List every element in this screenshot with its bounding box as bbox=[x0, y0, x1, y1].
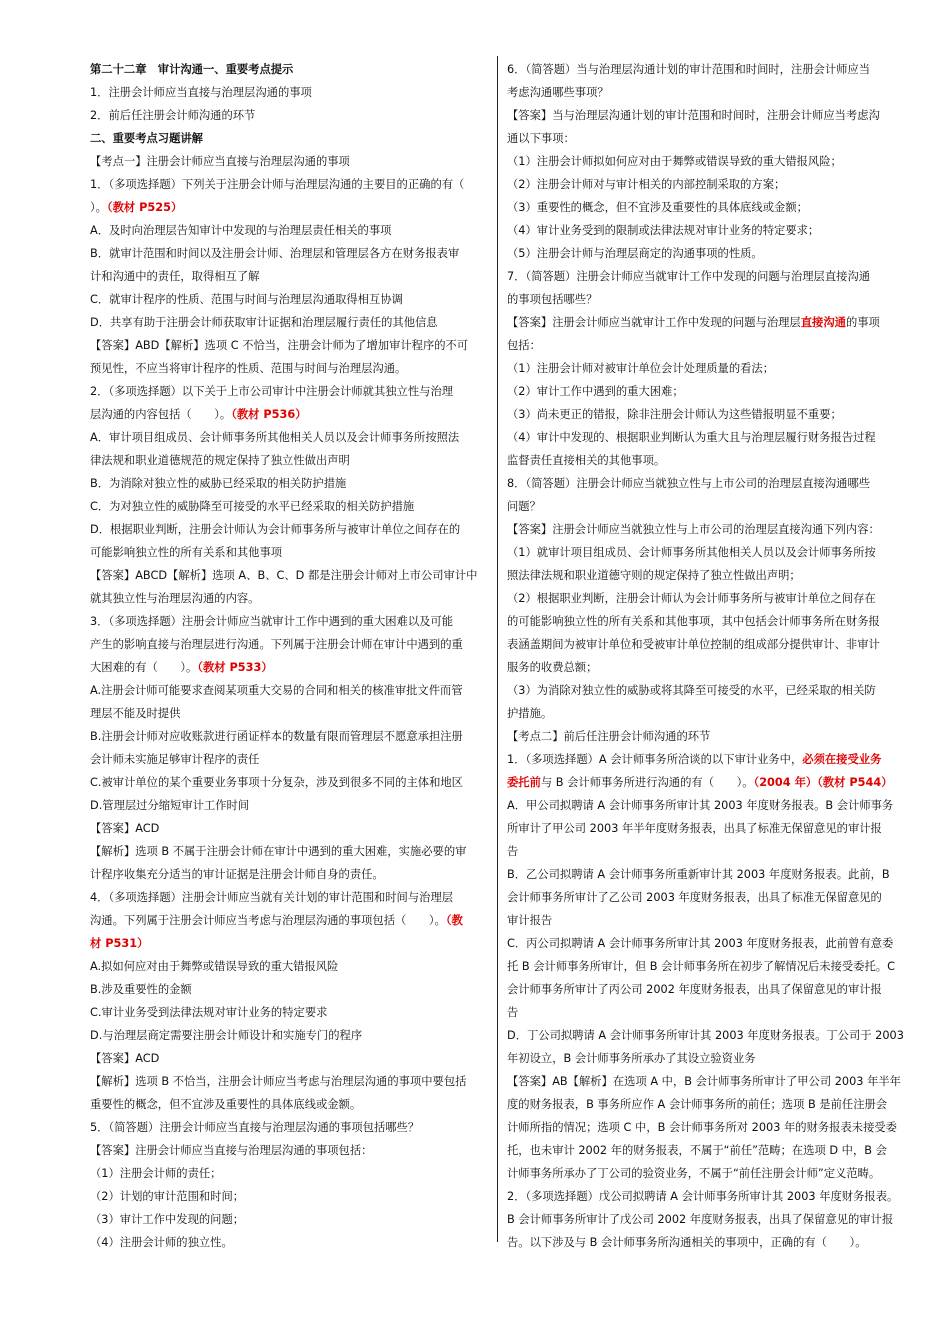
text-line bbox=[90, 955, 488, 978]
text-line bbox=[507, 150, 905, 173]
text-line bbox=[90, 334, 488, 357]
text-line bbox=[507, 449, 905, 472]
text-line bbox=[507, 403, 905, 426]
text-segment: 告 bbox=[507, 845, 519, 858]
text-segment: B．就审计范围和时间以及注册会计师、治理层和管理层各方在财务报表审 bbox=[90, 247, 460, 260]
text-segment: 包括： bbox=[507, 339, 541, 352]
text-segment: 度的财务报表，B 事务所应作 A 会计师事务所的前任；选项 B 是前任注册会 bbox=[507, 1098, 888, 1111]
text-segment: 【考点一】注册会计师应当直接与治理层沟通的事项 bbox=[90, 155, 350, 168]
text-line bbox=[90, 219, 488, 242]
text-segment: D．共享有助于注册会计师获取审计证据和治理层履行责任的其他信息 bbox=[90, 316, 438, 329]
text-segment: B．为消除对独立性的威胁已经采取的相关防护措施 bbox=[90, 477, 347, 490]
text-segment: 计和沟通中的责任，取得相互了解 bbox=[90, 270, 260, 283]
text-line bbox=[507, 794, 905, 817]
text-line bbox=[90, 1185, 488, 1208]
text-segment: 告 bbox=[507, 1006, 519, 1019]
text-segment: 审计报告 bbox=[507, 914, 553, 927]
text-segment: 的事项包括哪些？ bbox=[507, 293, 598, 306]
highlight-text: （2004 年）（教材 P544） bbox=[753, 776, 893, 789]
text-segment: 【答案】注册会计师应当就审计工作中发现的问题与治理层 bbox=[507, 316, 801, 329]
text-segment: 1．（多项选择题）A 会计师事务所洽谈的以下审计业务中， bbox=[507, 753, 803, 766]
highlight-text: 材 P531） bbox=[90, 937, 149, 950]
text-line bbox=[507, 978, 905, 1001]
text-line bbox=[507, 633, 905, 656]
text-line bbox=[90, 610, 488, 633]
text-segment: 产生的影响直接与治理层进行沟通。下列属于注册会计师在审计中遇到的重 bbox=[90, 638, 463, 651]
text-segment: 计师事务所承办了丁公司的验资业务，不属于“前任注册会计师”定义范畴。 bbox=[507, 1167, 881, 1180]
text-line bbox=[90, 1208, 488, 1231]
text-segment: 5．（简答题）注册会计师应当直接与治理层沟通的事项包括哪些？ bbox=[90, 1121, 420, 1134]
text-line bbox=[90, 380, 488, 403]
text-line bbox=[507, 104, 905, 127]
text-segment: （4）审计中发现的、根据职业判断认为重大且与治理层履行财务报告过程 bbox=[507, 431, 876, 444]
text-segment: D．根据职业判断，注册会计师认为会计师事务所与被审计单位之间存在的 bbox=[90, 523, 461, 536]
text-segment: 大困难的有（ ）。 bbox=[90, 661, 198, 674]
text-line bbox=[507, 242, 905, 265]
text-line bbox=[507, 1162, 905, 1185]
text-segment: 【答案】ACD bbox=[90, 822, 160, 835]
left-column bbox=[90, 58, 488, 1254]
text-segment: （3）尚未更正的错报，除非注册会计师认为这些错报明显不重要； bbox=[507, 408, 842, 421]
text-line bbox=[90, 886, 488, 909]
text-line bbox=[507, 127, 905, 150]
text-line bbox=[90, 1162, 488, 1185]
text-segment: 通以下事项： bbox=[507, 132, 575, 145]
text-segment: （2）审计工作中遇到的重大困难； bbox=[507, 385, 684, 398]
text-segment: 二、重要考点习题讲解 bbox=[90, 132, 203, 145]
text-line bbox=[507, 288, 905, 311]
text-line bbox=[90, 173, 488, 196]
text-line bbox=[507, 518, 905, 541]
text-segment: B.涉及重要性的金额 bbox=[90, 983, 192, 996]
text-segment: （3）审计工作中发现的问题； bbox=[90, 1213, 245, 1226]
text-segment: 【答案】ACD bbox=[90, 1052, 160, 1065]
text-line bbox=[90, 104, 488, 127]
text-segment: 托，也未审计 2002 年的财务报表，不属于“前任”范畴；在选项 D 中，B 会 bbox=[507, 1144, 887, 1157]
text-line bbox=[90, 541, 488, 564]
text-line bbox=[90, 495, 488, 518]
text-line bbox=[507, 932, 905, 955]
text-line bbox=[507, 1047, 905, 1070]
text-line bbox=[507, 265, 905, 288]
highlight-text: 必须在接受业务 bbox=[802, 753, 882, 766]
text-line bbox=[507, 656, 905, 679]
text-segment: （3）为消除对独立性的威胁或将其降至可接受的水平，已经采取的相关防 bbox=[507, 684, 876, 697]
highlight-text: （教 bbox=[445, 914, 463, 927]
text-segment: 告。以下涉及与 B 会计师事务所沟通相关的事项中，正确的有（ ）。 bbox=[507, 1236, 867, 1249]
text-segment: 1．（多项选择题）下列关于注册会计师与治理层沟通的主要目的正确的有（ bbox=[90, 178, 465, 191]
text-line bbox=[90, 1047, 488, 1070]
text-segment: 8．（简答题）注册会计师应当就独立性与上市公司的治理层直接沟通哪些 bbox=[507, 477, 871, 490]
text-line bbox=[90, 518, 488, 541]
text-segment: 【答案】注册会计师应当就独立性与上市公司的治理层直接沟通下列内容： bbox=[507, 523, 880, 536]
text-line bbox=[90, 196, 488, 219]
text-segment: 可能影响独立性的所有关系和其他事项 bbox=[90, 546, 283, 559]
text-segment: （4）注册会计师的独立性。 bbox=[90, 1236, 233, 1249]
text-segment: 考虑沟通哪些事项？ bbox=[507, 86, 609, 99]
text-segment: 会计师事务所审计了乙公司 2003 年度财务报表，出具了标准无保留意见的 bbox=[507, 891, 882, 904]
text-segment: （2）根据职业判断，注册会计师认为会计师事务所与被审计单位之间存在 bbox=[507, 592, 876, 605]
text-line bbox=[507, 334, 905, 357]
text-segment: 律法规和职业道德规范的规定保持了独立性做出声明 bbox=[90, 454, 350, 467]
text-line bbox=[507, 472, 905, 495]
text-line bbox=[507, 564, 905, 587]
text-line bbox=[507, 679, 905, 702]
text-segment: （3）重要性的概念，但不宜涉及重要性的具体底线或金额； bbox=[507, 201, 808, 214]
right-column bbox=[507, 58, 905, 1254]
text-segment: 计师所指的情况；选项 C 中，B 会计师事务所对 2003 年的财务报表未接受委 bbox=[507, 1121, 897, 1134]
text-line bbox=[90, 357, 488, 380]
text-line bbox=[90, 978, 488, 1001]
text-segment: 年初设立，B 会计师事务所承办了其设立验资业务 bbox=[507, 1052, 756, 1065]
text-line bbox=[90, 127, 488, 150]
text-segment: （2）计划的审计范围和时间； bbox=[90, 1190, 245, 1203]
text-line bbox=[507, 1139, 905, 1162]
text-line bbox=[90, 1070, 488, 1093]
text-line bbox=[90, 403, 488, 426]
text-line bbox=[507, 58, 905, 81]
text-line bbox=[90, 472, 488, 495]
text-line bbox=[90, 817, 488, 840]
text-line bbox=[90, 449, 488, 472]
text-segment: C．丙公司拟聘请 A 会计师事务所审计其 2003 年度财务报表，此前曾有意委 bbox=[507, 937, 894, 950]
text-line bbox=[90, 702, 488, 725]
text-segment: 7．（简答题）注册会计师应当就审计工作中发现的问题与治理层直接沟通 bbox=[507, 270, 871, 283]
text-segment: A.注册会计师可能要求查阅某项重大交易的合同和相关的核准审批文件而管 bbox=[90, 684, 463, 697]
text-segment: B 会计师事务所审计了戊公司 2002 年度财务报表，出具了保留意见的审计报 bbox=[507, 1213, 894, 1226]
text-segment: 【答案】ABD【解析】选项 C 不恰当，注册会计师为了增加审计程序的不可 bbox=[90, 339, 469, 352]
text-segment: B．乙公司拟聘请 A 会计师事务所重新审计其 2003 年度财务报表。此前，B bbox=[507, 868, 890, 881]
text-segment: D.与治理层商定需要注册会计师设计和实施专门的程序 bbox=[90, 1029, 363, 1042]
text-segment: 问题？ bbox=[507, 500, 541, 513]
text-line bbox=[90, 1024, 488, 1047]
text-segment: 护措施。 bbox=[507, 707, 553, 720]
text-segment: （1）注册会计师拟如何应对由于舞弊或错误导致的重大错报风险； bbox=[507, 155, 842, 168]
text-segment: A．审计项目组成员、会计师事务所其他相关人员以及会计师事务所按照法 bbox=[90, 431, 460, 444]
text-line bbox=[90, 771, 488, 794]
text-segment: （5）注册会计师与治理层商定的沟通事项的性质。 bbox=[507, 247, 763, 260]
text-line bbox=[90, 656, 488, 679]
text-line bbox=[90, 311, 488, 334]
text-segment: 预见性，不应当将审计程序的性质、范围与时间与治理层沟通。 bbox=[90, 362, 407, 375]
text-line bbox=[90, 725, 488, 748]
text-segment: 所审计了甲公司 2003 年半年度财务报表，出具了标准无保留意见的审计报 bbox=[507, 822, 882, 835]
highlight-text: 委托前 bbox=[507, 776, 541, 789]
text-segment: 【答案】ABCD【解析】选项 A、B、C、D 都是注册会计师对上市公司审计中 bbox=[90, 569, 478, 582]
column-divider bbox=[497, 56, 498, 1242]
text-line bbox=[507, 196, 905, 219]
text-segment: 【答案】当与治理层沟通计划的审计范围和时间时，注册会计师应当考虑沟 bbox=[507, 109, 880, 122]
text-line bbox=[507, 840, 905, 863]
text-line bbox=[507, 426, 905, 449]
text-line bbox=[507, 1024, 905, 1047]
text-segment: ）。 bbox=[90, 201, 107, 214]
text-segment: （1）注册会计师对被审计单位会计处理质量的看法； bbox=[507, 362, 775, 375]
text-line bbox=[90, 58, 488, 81]
text-line bbox=[507, 817, 905, 840]
text-segment: C．就审计程序的性质、范围与时间与治理层沟通取得相互协调 bbox=[90, 293, 403, 306]
text-line bbox=[507, 1208, 905, 1231]
text-line bbox=[90, 587, 488, 610]
text-segment: （1）就审计项目组成员、会计师事务所其他相关人员以及会计师事务所按 bbox=[507, 546, 876, 559]
text-line bbox=[507, 587, 905, 610]
text-line bbox=[507, 1231, 905, 1254]
text-line bbox=[90, 794, 488, 817]
text-segment: D.管理层过分缩短审计工作时间 bbox=[90, 799, 250, 812]
text-line bbox=[90, 1093, 488, 1116]
text-line bbox=[507, 357, 905, 380]
text-line bbox=[507, 541, 905, 564]
text-line bbox=[90, 1231, 488, 1254]
text-line bbox=[90, 863, 488, 886]
text-segment: A．及时向治理层告知审计中发现的与治理层责任相关的事项 bbox=[90, 224, 392, 237]
text-segment: 监督责任直接相关的其他事项。 bbox=[507, 454, 666, 467]
text-segment: 4．（多项选择题）注册会计师应当就有关计划的审计范围和时间与治理层 bbox=[90, 891, 454, 904]
text-line bbox=[90, 288, 488, 311]
text-segment: 服务的收费总额； bbox=[507, 661, 598, 674]
text-line bbox=[90, 633, 488, 656]
text-line bbox=[90, 679, 488, 702]
text-line bbox=[90, 426, 488, 449]
text-segment: 重要性的概念，但不宜涉及重要性的具体底线或金额。 bbox=[90, 1098, 362, 1111]
text-segment: 【考点二】前后任注册会计师沟通的环节 bbox=[507, 730, 711, 743]
text-segment: 【解析】选项 B 不恰当，注册会计师应当考虑与治理层沟通的事项中要包括 bbox=[90, 1075, 467, 1088]
text-segment: A.拟如何应对由于舞弊或错误导致的重大错报风险 bbox=[90, 960, 339, 973]
text-segment: 会计师事务所审计了丙公司 2002 年度财务报表，出具了保留意见的审计报 bbox=[507, 983, 882, 996]
text-line bbox=[507, 1116, 905, 1139]
text-line bbox=[90, 932, 488, 955]
text-line bbox=[90, 242, 488, 265]
highlight-text: （教材 P533） bbox=[197, 661, 273, 674]
text-line bbox=[90, 840, 488, 863]
text-segment: 2．（多项选择题）戊公司拟聘请 A 会计师事务所审计其 2003 年度财务报表。 bbox=[507, 1190, 899, 1203]
text-line bbox=[507, 909, 905, 932]
text-line bbox=[507, 771, 905, 794]
text-segment: 6．（简答题）当与治理层沟通计划的审计范围和时间时，注册会计师应当 bbox=[507, 63, 871, 76]
text-line bbox=[507, 886, 905, 909]
text-line bbox=[90, 909, 488, 932]
text-segment: B.注册会计师对应收账款进行函证样本的数量有限而管理层不愿意承担注册 bbox=[90, 730, 463, 743]
text-segment: （4）审计业务受到的限制或法律法规对审计业务的特定要求； bbox=[507, 224, 820, 237]
text-line bbox=[507, 955, 905, 978]
text-line bbox=[90, 1116, 488, 1139]
text-line bbox=[507, 81, 905, 104]
text-segment: 层沟通的内容包括（ ）。 bbox=[90, 408, 232, 421]
text-segment: D．丁公司拟聘请 A 会计师事务所审计其 2003 年度财务报表。丁公司于 2003 bbox=[507, 1029, 904, 1042]
text-segment: C．为对独立性的威胁降至可接受的水平已经采取的相关防护措施 bbox=[90, 500, 415, 513]
text-line bbox=[507, 1001, 905, 1024]
text-segment: 1．注册会计师应当直接与治理层沟通的事项 bbox=[90, 86, 312, 99]
text-segment: 托 B 会计师事务所审计，但 B 会计师事务所在初步了解情况后未接受委托。C bbox=[507, 960, 895, 973]
text-line bbox=[507, 1185, 905, 1208]
text-segment: 3．（多项选择题）注册会计师应当就审计工作中遇到的重大困难以及可能 bbox=[90, 615, 454, 628]
text-segment: A．甲公司拟聘请 A 会计师事务所审计其 2003 年度财务报表。B 会计师事务 bbox=[507, 799, 894, 812]
text-segment: 就其独立性与治理层沟通的内容。 bbox=[90, 592, 260, 605]
text-line bbox=[507, 610, 905, 633]
text-line bbox=[90, 150, 488, 173]
text-segment: 计程序收集充分适当的审计证据是注册会计师自身的责任。 bbox=[90, 868, 384, 881]
text-segment: 第二十二章 审计沟通一、重要考点提示 bbox=[90, 63, 294, 76]
highlight-text: 直接沟通 bbox=[800, 316, 846, 329]
text-line bbox=[90, 1139, 488, 1162]
text-segment: 的事项 bbox=[845, 316, 880, 329]
text-line bbox=[507, 173, 905, 196]
text-segment: C.审计业务受到法律法规对审计业务的特定要求 bbox=[90, 1006, 328, 1019]
text-segment: 【答案】AB【解析】在选项 A 中，B 会计师事务所审计了甲公司 2003 年半年 bbox=[507, 1075, 901, 1088]
text-segment: 照法律法规和职业道德守则的规定保持了独立性做出声明； bbox=[507, 569, 801, 582]
text-line bbox=[90, 1001, 488, 1024]
text-segment: 与 B 会计师事务所进行沟通的有（ ）。 bbox=[540, 776, 754, 789]
text-line bbox=[507, 725, 905, 748]
highlight-text: （教材 P525） bbox=[106, 201, 183, 214]
text-line bbox=[507, 1070, 905, 1093]
text-segment: （2）注册会计师对与审计相关的内部控制采取的方案； bbox=[507, 178, 786, 191]
text-line bbox=[507, 219, 905, 242]
text-line bbox=[507, 311, 905, 334]
text-segment: 理层不能及时提供 bbox=[90, 707, 181, 720]
text-segment: 沟通。下列属于注册会计师应当考虑与治理层沟通的事项包括（ ）。 bbox=[90, 914, 446, 927]
text-line bbox=[90, 81, 488, 104]
text-segment: 【答案】注册会计师应当直接与治理层沟通的事项包括： bbox=[90, 1144, 373, 1157]
text-segment: 【解析】选项 B 不属于注册会计师在审计中遇到的重大困难，实施必要的审 bbox=[90, 845, 467, 858]
text-line bbox=[90, 564, 488, 587]
text-line bbox=[90, 265, 488, 288]
text-line bbox=[507, 863, 905, 886]
text-line bbox=[507, 380, 905, 403]
text-segment: C.被审计单位的某个重要业务事项十分复杂，涉及到很多不同的主体和地区 bbox=[90, 776, 463, 789]
highlight-text: （教材 P536） bbox=[231, 408, 307, 421]
text-segment: 表涵盖期间为被审计单位和受被审计单位控制的组成部分提供审计、非审计 bbox=[507, 638, 880, 651]
text-line bbox=[507, 1093, 905, 1116]
text-segment: （1）注册会计师的责任； bbox=[90, 1167, 222, 1180]
text-segment: 2．（多项选择题）以下关于上市公司审计中注册会计师就其独立性与治理 bbox=[90, 385, 454, 398]
text-segment: 的可能影响独立性的所有关系和其他事项，其中包括会计师事务所在财务报 bbox=[507, 615, 880, 628]
text-segment: 会计师未实施足够审计程序的责任 bbox=[90, 753, 260, 766]
text-line bbox=[507, 748, 905, 771]
text-line bbox=[90, 748, 488, 771]
text-line bbox=[507, 495, 905, 518]
text-line bbox=[507, 702, 905, 725]
text-segment: 2．前后任注册会计师沟通的环节 bbox=[90, 109, 256, 122]
